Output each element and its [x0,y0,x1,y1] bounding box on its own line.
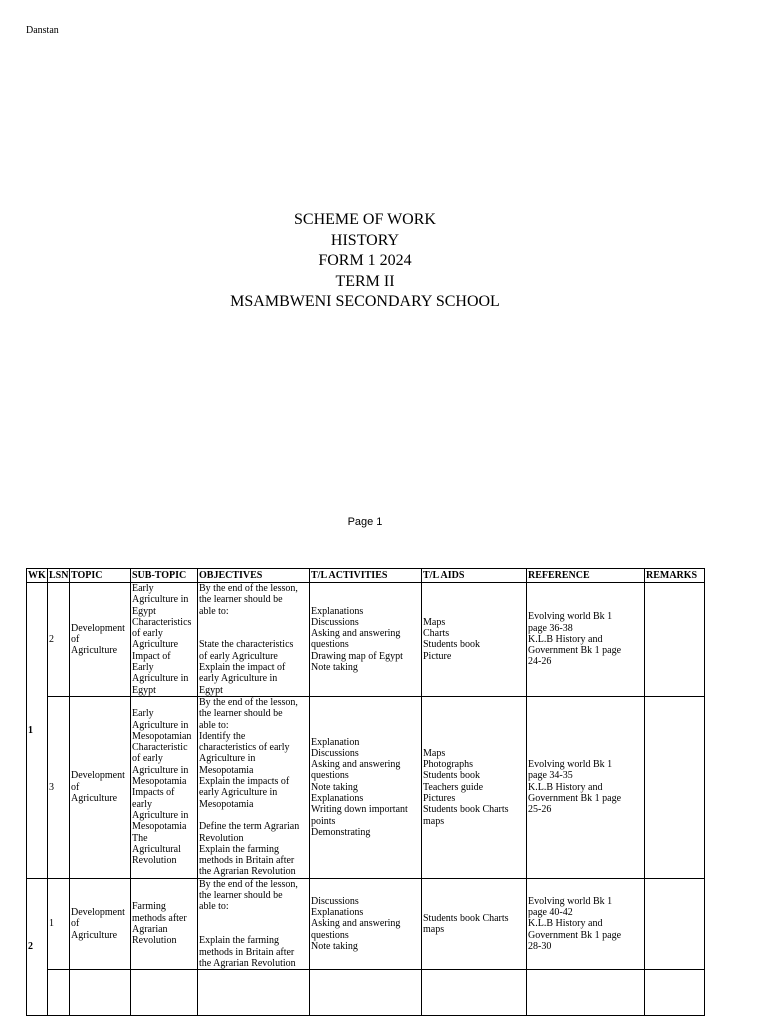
column-header-lsn: LSN [49,569,69,581]
cell-line: Drawing map of Egypt [311,650,403,662]
cell-line: questions [311,639,349,651]
lesson-cell: 1 [48,878,70,969]
cell-line: Demonstrating [311,826,371,838]
cell-line: Early [132,662,154,674]
cell-line [199,617,308,628]
reference-cell [527,878,645,969]
cell-line: K.L.B History and [528,781,603,793]
table-row [27,583,705,697]
cell-line: Define the term Agrarian [199,821,300,833]
cell-line: characteristics of early [199,742,290,754]
cell-line: of early Agriculture [199,650,278,662]
cell-line: Agricultural [132,843,181,855]
page-number: Page 1 [347,516,383,528]
empty-cell [422,970,527,1016]
cell-line: Photographs [423,759,473,771]
cell-line: Note taking [311,781,358,793]
remarks-cell [645,878,705,969]
empty-cell [70,970,131,1016]
cell-line: Farming [132,901,166,913]
objectives-cell [198,583,310,697]
title-line: FORM 1 2024 [318,252,412,270]
cell-line: the learner should be [199,594,283,606]
cell-line [199,810,308,821]
column-header-aids: T/L AIDS [422,569,527,583]
empty-cell [527,970,645,1016]
cell-line: K.L.B History and [528,918,603,930]
cell-line: Government Bk 1 page [528,929,622,941]
cell-line: Discussions [311,895,359,907]
cell-line: page 34-35 [528,770,573,782]
cell-line [199,913,308,924]
cell-line: points [311,815,336,827]
column-header-subtopic: SUB-TOPIC [131,569,198,583]
cell-line: Mesopotamia [199,764,254,776]
title-line: MSAMBWENI SECONDARY SCHOOL [230,293,500,311]
cell-line: Agriculture in [132,719,189,731]
cell-line: Mesopotamian [132,730,192,742]
lesson-cell: 2 [48,583,70,697]
cell-line: Evolving world Bk 1 [528,759,613,771]
activities-cell [310,696,422,878]
cell-line: early Agriculture in [199,787,278,799]
cell-line: Evolving world Bk 1 [528,895,613,907]
cell-line: Asking and answering [311,628,401,640]
column-header-topic: TOPIC [70,569,131,583]
cell-line: Agriculture in [199,753,256,765]
cell-line: questions [311,770,349,782]
author-name: Danstan [26,25,59,36]
cell-line: page 40-42 [528,906,573,918]
cell-line: able to: [199,901,229,913]
empty-cell [131,970,198,1016]
aids-cell [422,878,527,969]
aids-cell [422,583,527,697]
cell-line: Early [132,708,154,720]
title-line: HISTORY [330,231,400,249]
remarks-cell [645,696,705,878]
cell-line: Students book Charts [423,804,509,816]
cell-line: Asking and answering [311,918,401,930]
cell-line: Agriculture [132,639,179,651]
document-title [0,210,730,313]
cell-line: Characteristic [132,742,188,754]
cell-line: Asking and answering [311,759,401,771]
table-header-row [27,569,705,583]
cell-line: Writing down important [311,804,408,816]
column-header-objectives: OBJECTIVES [198,569,310,583]
cell-line: Explain the farming [199,843,279,855]
cell-line: Mesopotamia [199,798,254,810]
cell-line: Egypt [199,684,223,696]
cell-line: Identify the [199,730,246,742]
cell-line: Students book [423,639,480,651]
cell-line: Agrarian [132,923,168,935]
table-row-empty [27,970,705,1016]
cell-line: Explain the impacts of [199,776,290,788]
cell-line: Government Bk 1 page [528,792,622,804]
cell-line: Impact of [132,650,171,662]
cell-line: methods in Britain after [199,946,295,958]
cell-line: maps [423,815,445,827]
cell-line: of [71,918,80,930]
topic-cell [70,696,131,878]
cell-line: Early [132,583,154,594]
column-header-activities: T/L ACTIVITIES [310,569,422,583]
cell-line: Explain the farming [199,935,279,947]
cell-line: of early [132,628,163,640]
cell-line: Note taking [311,662,358,674]
table-row [27,878,705,969]
cell-line: Development [71,906,125,918]
cell-line: Charts [423,628,450,640]
cell-line: Maps [423,747,446,759]
cell-line: 25-26 [528,804,552,816]
cell-line: K.L.B History and [528,633,603,645]
column-header-wk: WK [28,569,46,581]
remarks-cell [645,583,705,697]
cell-line: Mesopotamia [132,776,187,788]
subtopic-cell [131,696,198,878]
cell-line: maps [423,923,445,935]
cell-line: Discussions [311,616,359,628]
cell-line: State the characteristics [199,639,294,651]
cell-line: The [132,832,148,844]
cell-line: Explanations [311,605,364,617]
cell-line: Agriculture in [132,764,189,776]
cell-line: By the end of the lesson, [199,878,298,890]
cell-line: Mesopotamia [132,821,187,833]
cell-line: of early [132,753,163,765]
title-line: TERM II [335,272,395,290]
cell-line: Explanations [311,792,364,804]
cell-line: page 36-38 [528,622,573,634]
cell-line: By the end of the lesson, [199,583,298,594]
cell-line: of [71,633,80,645]
topic-cell [70,583,131,697]
cell-line: Agriculture in [132,673,189,685]
reference-cell [527,583,645,697]
cell-line: Explain the impact of [199,662,286,674]
cell-line: early [132,798,152,810]
cell-line: Explanation [311,736,360,748]
column-header-reference: REFERENCE [527,569,645,583]
cell-line: Pictures [423,792,456,804]
cell-line: the learner should be [199,890,283,902]
scheme-of-work-table [26,568,705,1016]
cell-line: Picture [423,650,452,662]
activities-cell [310,878,422,969]
cell-line: By the end of the lesson, [199,696,298,708]
cell-line: Explanations [311,906,364,918]
empty-cell [48,970,70,1016]
cell-line: Maps [423,616,446,628]
topic-cell [70,878,131,969]
cell-line: Revolution [132,935,177,947]
subtopic-cell [131,878,198,969]
objectives-cell [198,878,310,969]
lesson-cell: 3 [48,696,70,878]
cell-line: methods after [132,912,187,924]
column-header-remarks: REMARKS [645,569,705,583]
cell-line: methods in Britain after [199,855,295,867]
cell-line: Discussions [311,747,359,759]
week-cell: 2 [27,878,48,1015]
cell-line: of [71,781,80,793]
empty-cell [198,970,310,1016]
week-cell: 1 [27,583,48,879]
cell-line: Note taking [311,940,358,952]
cell-line: Revolution [199,832,244,844]
cell-line: Characteristics [132,616,192,628]
empty-cell [645,970,705,1016]
aids-cell [422,696,527,878]
cell-line: Government Bk 1 page [528,645,622,657]
cell-line: Agriculture [71,645,118,657]
cell-line: Teachers guide [423,781,484,793]
cell-line: Agriculture in [132,594,189,606]
subtopic-cell [131,583,198,697]
cell-line: Evolving world Bk 1 [528,611,613,623]
cell-line: Egypt [132,684,156,696]
empty-cell [310,970,422,1016]
cell-line: Agriculture in [132,809,189,821]
cell-line: the Agrarian Revolution [199,957,296,969]
cell-line: able to: [199,605,229,617]
cell-line: early Agriculture in [199,673,278,685]
cell-line: the learner should be [199,708,283,720]
cell-line: Agriculture [71,792,118,804]
objectives-cell [198,696,310,878]
cell-line: Impacts of [132,787,175,799]
cell-line: Revolution [132,855,177,867]
cell-line: Development [71,622,125,634]
title-line: SCHEME OF WORK [294,211,436,228]
cell-line: Agriculture [71,929,118,941]
cell-line: 24-26 [528,656,552,668]
table-row [27,696,705,878]
cell-line: Students book [423,770,480,782]
cell-line: Development [71,770,125,782]
cell-line [199,628,308,639]
activities-cell [310,583,422,697]
cell-line: 28-30 [528,940,552,952]
cell-line [199,924,308,935]
cell-line: Students book Charts [423,912,509,924]
cell-line: able to: [199,719,229,731]
reference-cell [527,696,645,878]
cell-line: the Agrarian Revolution [199,866,296,878]
cell-line: questions [311,929,349,941]
cell-line: Egypt [132,605,156,617]
